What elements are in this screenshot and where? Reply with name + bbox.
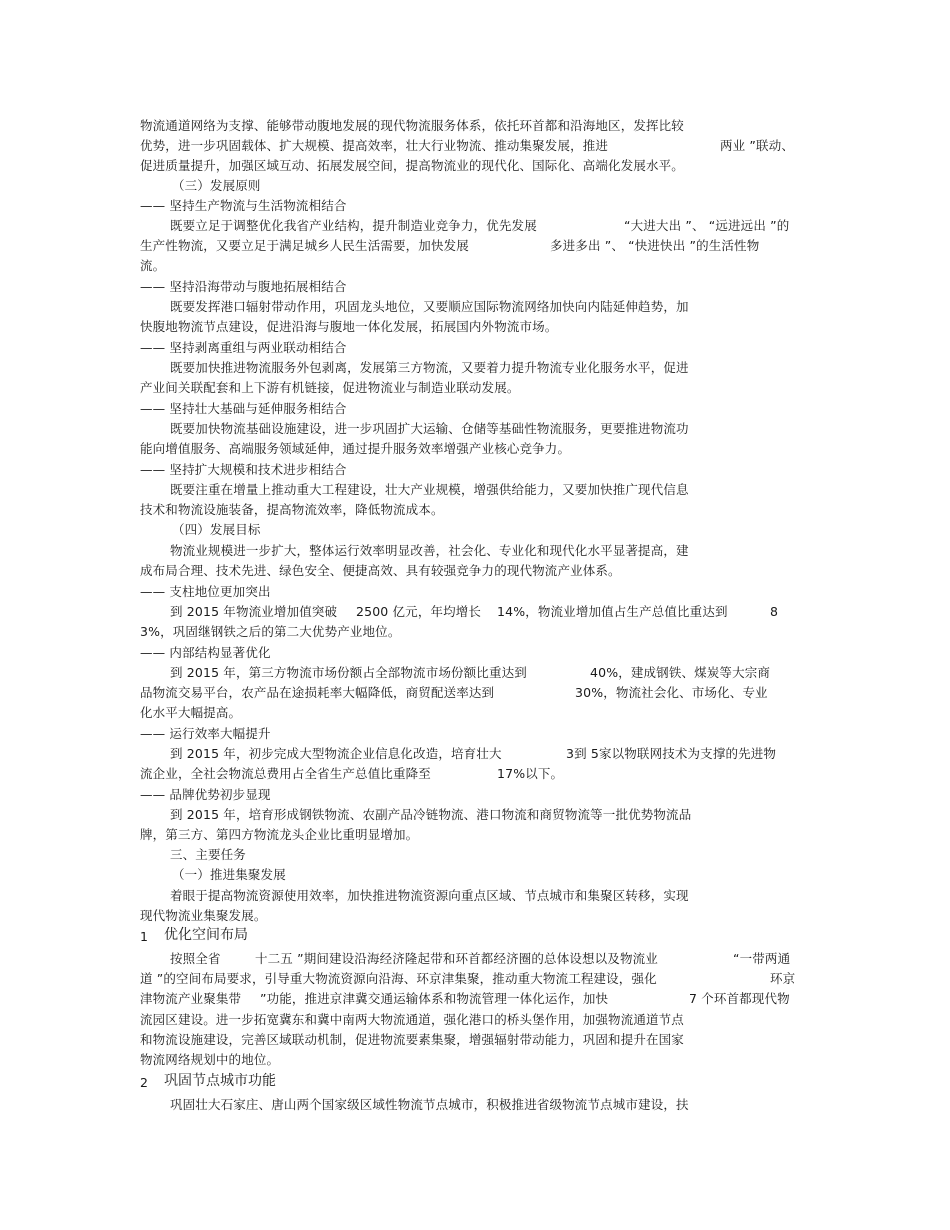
text-line: 按照全省: [170, 951, 221, 966]
text-line: 技术和物流设施装备，提高物流效率，降低物流成本。: [140, 502, 444, 517]
principle-heading: —— 坚持沿海带动与腹地拓展相结合: [140, 279, 347, 294]
text-line: 流企业，全社会物流总费用占全省生产总值比重降至: [140, 766, 431, 781]
text-line: 优势，进一步巩固载体、扩大规模、提高效率，壮大行业物流、推动集聚发展，推进: [140, 138, 609, 153]
subsection-number: 2: [140, 1075, 149, 1090]
text-line: 十二五 ”期间建设沿海经济隆起带和环首都经济圈的总体设想以及物流业: [255, 951, 658, 966]
text-line: 津物流产业聚集带: [140, 991, 242, 1006]
section-heading: （四）发展目标: [172, 522, 261, 537]
principle-heading: —— 坚持扩大规模和技术进步相结合: [140, 462, 347, 477]
text-line: 流。: [140, 258, 166, 273]
text-line: 到 2015 年，第三方物流市场份额占全部物流市场份额比重达到: [170, 665, 527, 680]
goal-heading: —— 内部结构显著优化: [140, 645, 271, 660]
text-line: 40%，建成钢铁、煤炭等大宗商: [590, 665, 771, 680]
text-line: 流园区建设。进一步拓宽冀东和冀中南两大物流通道，强化港口的桥头堡作用，加强物流通道节点: [140, 1012, 684, 1027]
text-line: 8: [770, 604, 779, 619]
text-line: 现代物流业集聚发展。: [140, 908, 267, 923]
text-line: 牌，第三方、第四方物流龙头企业比重明显增加。: [140, 827, 419, 842]
text-line: “一带两通: [733, 951, 791, 966]
text-line: 3到 5家以物联网技术为支撑的先进物: [566, 746, 777, 761]
text-line: 物流业规模进一步扩大，整体运行效率明显改善，社会化、专业化和现代化水平显著提高，建: [170, 543, 689, 558]
text-line: 成布局合理、技术先进、绿色安全、便捷高效、具有较强竞争力的现代物流产业体系。: [140, 563, 621, 578]
text-line: 两业 ”联动、: [720, 138, 794, 153]
text-line: 多进多出 ”、 “快进快出 ”的生活性物: [550, 238, 760, 253]
text-line: 巩固壮大石家庄、唐山两个国家级区域性物流节点城市，积极推进省级物流节点城市建设，扶: [170, 1097, 689, 1112]
text-line: ”功能，推进京津冀交通运输体系和物流管理一体化运作，加快: [260, 991, 609, 1006]
text-line: 化水平大幅提高。: [140, 705, 242, 720]
text-line: 17%以下。: [497, 766, 564, 781]
chapter-heading: 三、主要任务: [170, 847, 246, 862]
goal-heading: —— 品牌优势初步显现: [140, 787, 271, 802]
text-line: 既要发挥港口辐射带动作用，巩固龙头地位，又要顺应国际物流网络加快向内陆延伸趋势，加: [170, 299, 689, 314]
principle-heading: —— 坚持生产物流与生活物流相结合: [140, 198, 347, 213]
text-line: 物流网络规划中的地位。: [140, 1052, 280, 1067]
text-line: 7 个环首都现代物: [689, 991, 790, 1006]
text-line: 3%，巩固继钢铁之后的第二大优势产业地位。: [140, 624, 401, 639]
text-line: 物流通道网络为支撑、能够带动腹地发展的现代物流服务体系，依托环首都和沿海地区，发挥比较: [140, 118, 684, 133]
text-line: 道 ”的空间布局要求，引导重大物流资源向沿海、环京津集聚，推动重大物流工程建设，强化: [140, 971, 657, 986]
goal-heading: —— 运行效率大幅提升: [140, 726, 271, 741]
text-line: 既要注重在增量上推动重大工程建设，壮大产业规模，增强供给能力，又要加快推广现代信息: [170, 482, 689, 497]
text-line: 到 2015 年，培育形成钢铁物流、农副产品冷链物流、港口物流和商贸物流等一批优势物流品: [170, 807, 692, 822]
text-line: 30%，物流社会化、市场化、专业: [575, 685, 768, 700]
principle-heading: —— 坚持壮大基础与延伸服务相结合: [140, 401, 347, 416]
text-line: 快腹地物流节点建设，促进沿海与腹地一体化发展，拓展国内外物流市场。: [140, 319, 558, 334]
text-line: 到 2015 年，初步完成大型物流企业信息化改造，培育壮大: [170, 746, 502, 761]
text-line: 到 2015 年物流业增加值突破: [170, 604, 338, 619]
subsection-heading: 优化空间布局: [164, 927, 248, 943]
subsection-number: 1: [140, 929, 149, 944]
text-line: 14%，物流业增加值占生产总值比重达到: [497, 604, 728, 619]
text-line: 环京: [770, 971, 796, 986]
text-line: “大进大出 ”、 “远进远出 ”的: [624, 218, 790, 233]
principle-heading: —— 坚持剥离重组与两业联动相结合: [140, 340, 347, 355]
text-line: 生产性物流，又要立足于满足城乡人民生活需要，加快发展: [140, 238, 469, 253]
text-line: 2500 亿元，年均增长: [356, 604, 482, 619]
section-heading: （三）发展原则: [172, 178, 261, 193]
text-line: 产业间关联配套和上下游有机链接，促进物流业与制造业联动发展。: [140, 380, 520, 395]
text-line: 着眼于提高物流资源使用效率，加快推进物流资源向重点区域、节点城市和集聚区转移，实现: [170, 888, 689, 903]
text-line: 能向增值服务、高端服务领域延伸，通过提升服务效率增强产业核心竞争力。: [140, 441, 571, 456]
text-line: 既要加快推进物流服务外包剥离，发展第三方物流，又要着力提升物流专业化服务水平，促进: [170, 360, 689, 375]
text-line: 和物流设施建设，完善区域联动机制，促进物流要素集聚，增强辐射带动能力，巩固和提升在国家: [140, 1032, 684, 1047]
text-line: 既要加快物流基础设施建设，进一步巩固扩大运输、仓储等基础性物流服务，更要推进物流功: [170, 421, 689, 436]
text-line: 促进质量提升，加强区域互动、拓展发展空间，提高物流业的现代化、国际化、高端化发展水平。: [140, 158, 684, 173]
section-heading: （一）推进集聚发展: [172, 867, 286, 882]
text-line: 既要立足于调整优化我省产业结构，提升制造业竞争力，优先发展: [170, 218, 537, 233]
subsection-heading: 巩固节点城市功能: [164, 1073, 276, 1089]
goal-heading: —— 支柱地位更加突出: [140, 584, 271, 599]
text-line: 品物流交易平台，农产品在途损耗率大幅降低，商贸配送率达到: [140, 685, 495, 700]
